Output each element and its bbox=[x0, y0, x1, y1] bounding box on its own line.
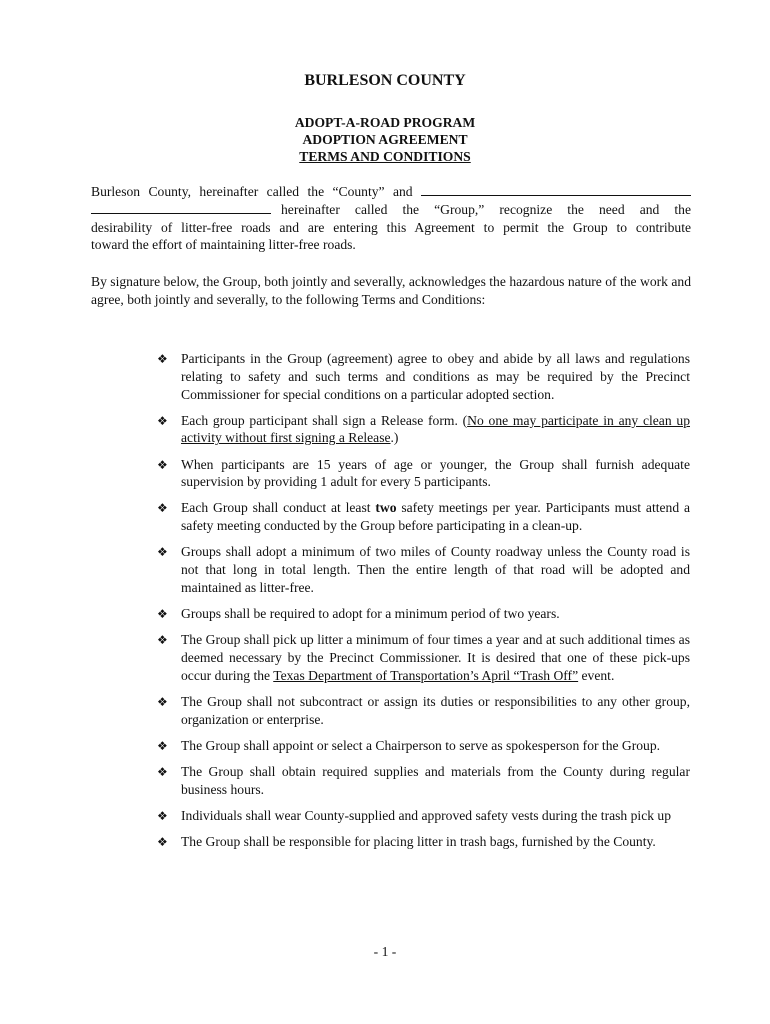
diamond-bullet-icon: ❖ bbox=[157, 413, 168, 428]
intro-line-2 bbox=[91, 201, 691, 219]
intro-text-1: Burleson County, hereinafter called the “County” and bbox=[91, 184, 413, 199]
intro-text-4: toward the effort of maintaining litter-free roads. bbox=[91, 237, 356, 253]
terms-title: TERMS AND CONDITIONS bbox=[299, 149, 471, 164]
term-text: The Group shall pick up litter a minimum of four times a year and at such additional times as deemed necessary by the Precinct Commissioner. It is desired that one of these pick-ups occur during the bbox=[181, 632, 690, 683]
diamond-bullet-icon: ❖ bbox=[157, 457, 168, 472]
term-item bbox=[157, 499, 690, 535]
diamond-bullet-icon: ❖ bbox=[157, 764, 168, 779]
term-text-end: .) bbox=[390, 430, 399, 446]
county-title: BURLESON COUNTY bbox=[304, 72, 466, 89]
diamond-bullet-icon: ❖ bbox=[157, 808, 168, 823]
diamond-bullet-icon: ❖ bbox=[157, 738, 168, 753]
term-bold-text: two bbox=[375, 500, 397, 516]
term-item bbox=[157, 605, 690, 623]
term-text: Participants in the Group (agreement) agree to obey and abide by all laws and regulations relating to safety and such terms and conditions as may be required by the Precinct Commissioner for special conditions on a particular adopted section. bbox=[181, 351, 690, 402]
diamond-bullet-icon: ❖ bbox=[157, 633, 168, 648]
diamond-bullet-icon: ❖ bbox=[157, 545, 168, 560]
term-text: The Group shall not subcontract or assign its duties or responsibilities to any other group, organization or enterprise. bbox=[181, 693, 690, 727]
diamond-bullet-icon: ❖ bbox=[157, 607, 168, 622]
intro-text-3: desirability of litter-free roads and are entering this Agreement to permit the Group to contribute bbox=[91, 219, 691, 235]
diamond-bullet-icon: ❖ bbox=[157, 694, 168, 709]
term-item bbox=[157, 693, 690, 729]
intro-line-1 bbox=[91, 183, 691, 201]
term-text-end: event. bbox=[578, 667, 615, 683]
term-text: Each Group shall conduct at least bbox=[181, 500, 376, 516]
term-text: Groups shall adopt a minimum of two miles of County roadway unless the County road is not that long in total length. Then the entire length of that road will be adopted and maintained as litter-free. bbox=[181, 544, 690, 595]
term-text: Each group participant shall sign a Release form. ( bbox=[181, 412, 468, 428]
agreement-title: ADOPTION AGREEMENT bbox=[302, 132, 468, 147]
term-item bbox=[157, 543, 690, 596]
term-item bbox=[157, 350, 690, 403]
term-item bbox=[157, 456, 690, 492]
program-title: ADOPT-A-ROAD PROGRAM bbox=[294, 115, 476, 130]
term-underlined-text: Texas Department of Transportation’s April “Trash Off” bbox=[273, 667, 579, 683]
term-text: The Group shall obtain required supplies and materials from the County during regular business hours. bbox=[181, 763, 690, 797]
term-text: Groups shall be required to adopt for a minimum period of two years. bbox=[181, 606, 560, 622]
term-item bbox=[157, 807, 690, 825]
term-text: Individuals shall wear County-supplied and approved safety vests during the trash pick up bbox=[181, 807, 672, 823]
intro-line-3 bbox=[91, 219, 691, 237]
term-text: The Group shall be responsible for placing litter in trash bags, furnished by the County. bbox=[181, 833, 656, 849]
term-item bbox=[157, 763, 690, 799]
term-item bbox=[157, 833, 690, 851]
page-number: - 1 - bbox=[373, 944, 397, 959]
intro-line-4 bbox=[91, 236, 691, 254]
term-text: The Group shall appoint or select a Chairperson to serve as spokesperson for the Group. bbox=[181, 737, 661, 753]
term-item bbox=[157, 412, 690, 448]
term-item bbox=[157, 737, 690, 755]
term-text-end: safety meetings per year. Participants must attend a safety meeting conducted by the Group before participating in a clean-up. bbox=[181, 500, 690, 534]
intro-text-2: hereinafter called the “Group,” recognize the need and the bbox=[281, 201, 691, 217]
group-name-blank[interactable] bbox=[421, 183, 691, 196]
term-item bbox=[157, 631, 690, 684]
diamond-bullet-icon: ❖ bbox=[157, 834, 168, 849]
term-text: When participants are 15 years of age or younger, the Group shall furnish adequate supervision by providing 1 adult for every 5 participants. bbox=[181, 456, 690, 490]
intro-paragraph bbox=[91, 183, 691, 254]
diamond-bullet-icon: ❖ bbox=[157, 501, 168, 516]
term-underlined-text: No one may participate in any clean up activity without first signing a Release bbox=[181, 412, 690, 446]
diamond-bullet-icon: ❖ bbox=[157, 352, 168, 366]
terms-list bbox=[157, 350, 690, 859]
group-name-blank-continued[interactable] bbox=[91, 201, 271, 214]
acknowledgement-paragraph: By signature below, the Group, both jointly and severally, acknowledges the hazardous nature of the work and agree, both jointly and severally, to the following Terms and Conditions: bbox=[91, 274, 691, 307]
